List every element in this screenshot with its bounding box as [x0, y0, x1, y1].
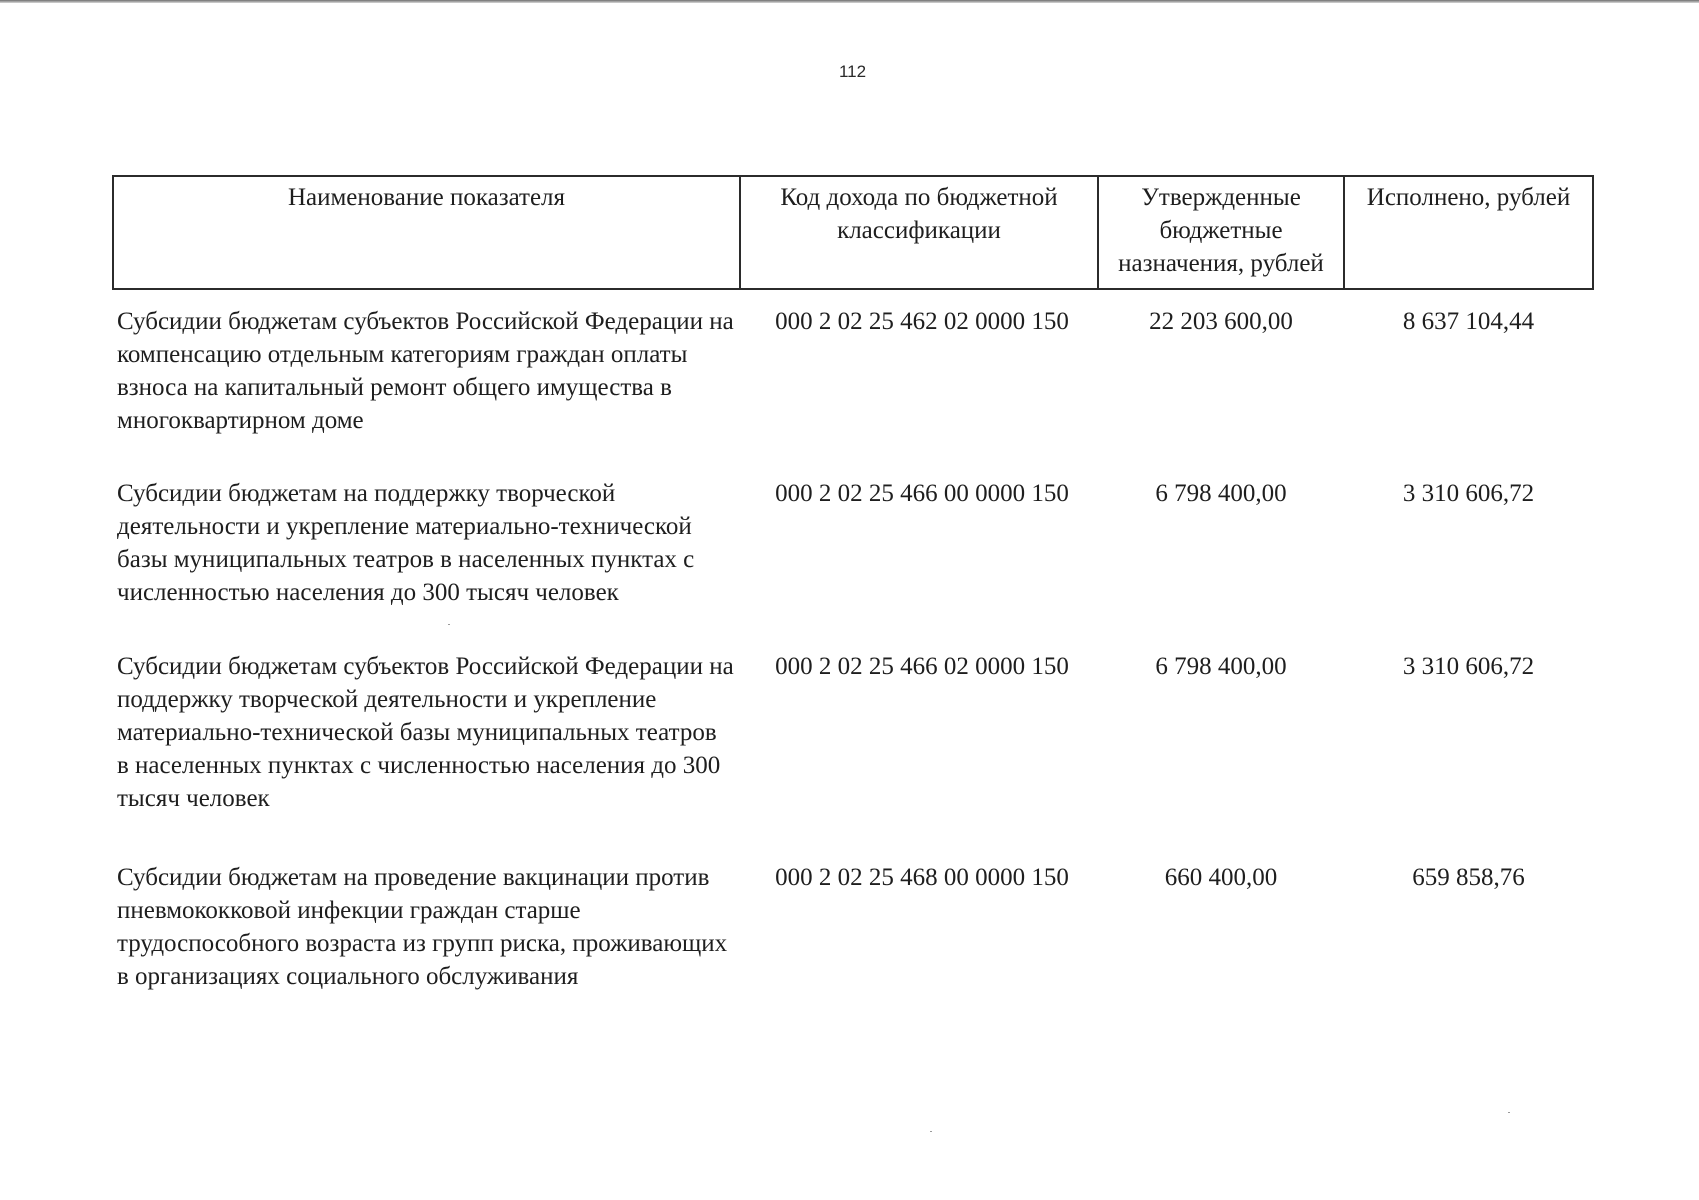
executed-amount: 659 858,76	[1412, 864, 1525, 891]
table-row	[113, 846, 1593, 1031]
income-code: 000 2 02 25 466 00 0000 150	[775, 480, 1069, 507]
table-row	[113, 635, 1593, 846]
header-indicator-name: Наименование показателя	[113, 176, 740, 289]
indicator-name: Субсидии бюджетам субъектов Российской Федерации на компенсацию отдельным категориям граждан оплаты взноса на капитальный ремонт общего имущества в многоквартирном доме	[117, 308, 734, 434]
header-executed-amount: Исполнено, рублей	[1344, 176, 1593, 289]
executed-amount: 8 637 104,44	[1402, 308, 1535, 335]
scan-speck	[448, 624, 450, 625]
scan-speck	[1508, 1112, 1510, 1113]
table-row	[113, 462, 1593, 635]
approved-amount: 6 798 400,00	[1155, 653, 1287, 680]
executed-amount: 3 310 606,72	[1402, 653, 1535, 680]
indicator-name: Субсидии бюджетам субъектов Российской Федерации на поддержку творческой деятельности и укрепление материально-технической базы муниципальных театров в населенных пунктах с численностью населения до 300 тысяч человек	[117, 653, 734, 812]
indicator-name: Субсидии бюджетам на поддержку творческой деятельности и укрепление материально-технической базы муниципальных театров в населенных пунктах с численностью населения до 300 тысяч человек	[117, 480, 695, 606]
indicator-name: Субсидии бюджетам на проведение вакцинации против пневмококковой инфекции граждан старше трудоспособного возраста из групп риска, проживающих в организациях социального обслуживания	[117, 864, 728, 990]
executed-amount: 3 310 606,72	[1402, 480, 1535, 507]
approved-amount: 22 203 600,00	[1149, 308, 1293, 335]
header-income-code: Код дохода по бюджетной классификации	[740, 176, 1098, 289]
scan-speck	[930, 1131, 932, 1132]
income-code: 000 2 02 25 466 02 0000 150	[775, 653, 1069, 680]
header-approved-amount: Утвержденные бюджетные назначения, рублей	[1098, 176, 1344, 289]
income-code: 000 2 02 25 462 02 0000 150	[775, 308, 1069, 335]
approved-amount: 660 400,00	[1164, 864, 1278, 891]
income-code: 000 2 02 25 468 00 0000 150	[775, 864, 1069, 891]
table-row	[113, 289, 1593, 462]
header-row	[113, 176, 1593, 289]
table-header	[113, 176, 1593, 289]
table-body	[113, 289, 1593, 1031]
page-number: 112	[838, 62, 867, 81]
budget-income-table	[112, 175, 1594, 1031]
scan-top-edge	[0, 0, 1699, 3]
approved-amount: 6 798 400,00	[1155, 480, 1287, 507]
